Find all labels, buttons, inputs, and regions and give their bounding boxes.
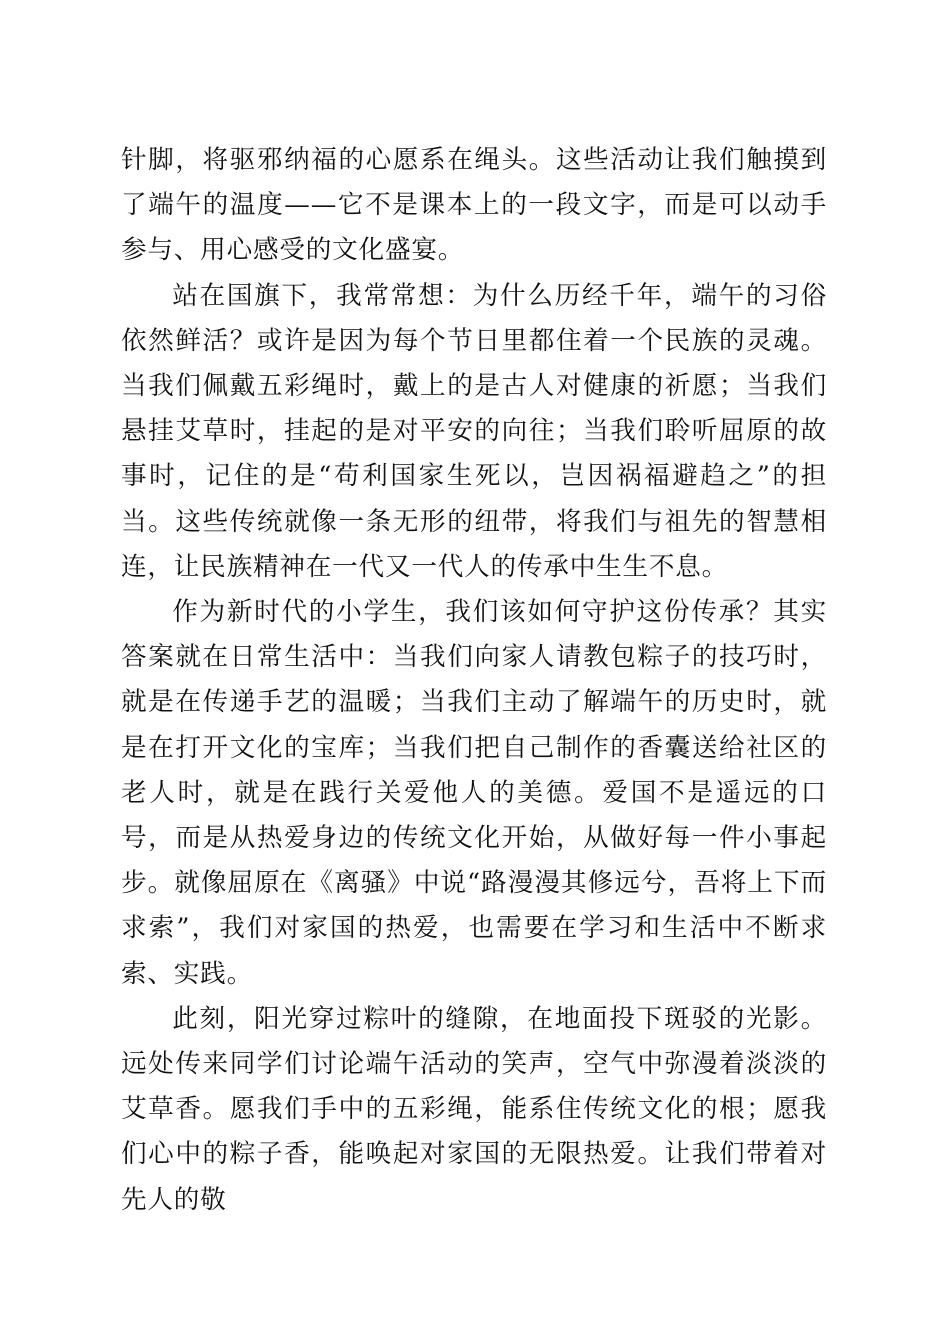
- paragraph-closing: 此刻，阳光穿过粽叶的缝隙，在地面投下斑驳的光影。远处传来同学们讨论端午活动的笑声，空气中弥漫着淡淡的艾草香。愿我们手中的五彩绳，能系住传统文化的根；愿我们心中的粽子香，能唤起对家国的无限热爱。让我们带着对先人的敬: [121, 1003, 827, 1215]
- paragraph-tradition: 站在国旗下，我常常想：为什么历经千年，端午的习俗依然鲜活？或许是因为每个节日里都住着一个民族的灵魂。当我们佩戴五彩绳时，戴上的是古人对健康的祈愿；当我们悬挂艾草时，挂起的是对平安的向往；当我们聆听屈原的故事时，记住的是“苟利国家生死以，岂因祸福避趋之”的担当。这些传统就像一条无形的纽带，将我们与祖先的智慧相连，让民族精神在一代又一代人的传承中生生不息。: [121, 280, 827, 582]
- paragraph-inheritance: 作为新时代的小学生，我们该如何守护这份传承？其实答案就在日常生活中：当我们向家人请教包粽子的技巧时，就是在传递手艺的温暖；当我们主动了解端午的历史时，就是在打开文化的宝库；当我们把自己制作的香囊送给社区的老人时，就是在践行关爱他人的美德。爱国不是遥远的口号，而是从热爱身边的传统文化开始，从做好每一件小事起步。就像屈原在《离骚》中说“路漫漫其修远兮，吾将上下而求索”，我们对家国的热爱，也需要在学习和生活中不断求索、实践。: [121, 597, 827, 989]
- paragraph-continuation: 针脚，将驱邪纳福的心愿系在绳头。这些活动让我们触摸到了端午的温度——它不是课本上的一段文字，而是可以动手参与、用心感受的文化盛宴。: [121, 145, 827, 266]
- body-text: [121, 138, 827, 1223]
